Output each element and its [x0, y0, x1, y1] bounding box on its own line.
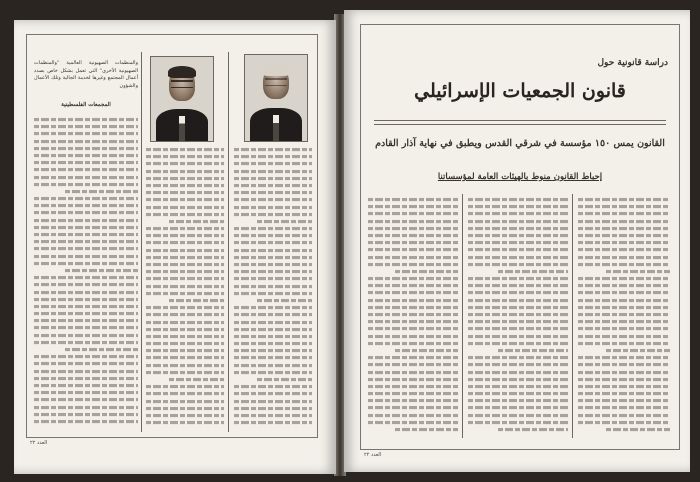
text-line-texture: [498, 270, 568, 273]
text-line-texture: [578, 198, 670, 201]
text-line-texture: [468, 212, 568, 215]
text-line-texture: [368, 335, 458, 338]
text-line-texture: [578, 406, 670, 409]
text-line-texture: [34, 391, 138, 394]
text-line-texture: [146, 170, 224, 173]
text-line-texture: [606, 349, 670, 352]
left-page-section-heading: المجمعات الفلسطينية: [61, 102, 111, 108]
text-line-texture: [146, 270, 224, 273]
text-line-texture: [146, 392, 224, 395]
text-line-texture: [578, 392, 670, 395]
text-line-texture: [146, 313, 224, 316]
text-line-texture: [578, 370, 670, 373]
text-line-texture: [146, 342, 224, 345]
text-line-texture: [34, 355, 138, 358]
text-line-texture: [468, 392, 568, 395]
text-line-texture: [146, 414, 224, 417]
column-rule: [572, 194, 573, 438]
text-line-texture: [34, 334, 138, 337]
text-line-texture: [578, 320, 670, 323]
text-line-texture: [146, 407, 224, 410]
text-line-texture: [234, 162, 312, 165]
text-line-texture: [468, 414, 568, 417]
left-page-text-column: [34, 116, 138, 432]
text-line-texture: [234, 400, 312, 403]
text-line-texture: [34, 283, 138, 286]
text-line-texture: [368, 227, 458, 230]
text-line-texture: [146, 234, 224, 237]
text-line-texture: [606, 270, 670, 273]
text-line-texture: [368, 248, 458, 251]
text-line-texture: [34, 197, 138, 200]
text-line-texture: [578, 399, 670, 402]
text-line-texture: [468, 356, 568, 359]
text-line-texture: [468, 421, 568, 424]
text-line-texture: [368, 356, 458, 359]
text-line-texture: [34, 140, 138, 143]
text-line-texture: [368, 378, 458, 381]
text-line-texture: [257, 378, 312, 381]
text-line-texture: [34, 398, 138, 401]
text-line-texture: [578, 291, 670, 294]
text-line-texture: [468, 227, 568, 230]
text-line-texture: [234, 227, 312, 230]
text-line-texture: [578, 284, 670, 287]
text-line-texture: [468, 385, 568, 388]
column-rule: [141, 52, 142, 432]
text-line-texture: [146, 205, 224, 208]
text-line-texture: [468, 284, 568, 287]
right-page-text-column: [368, 196, 458, 438]
text-line-texture: [468, 255, 568, 258]
text-line-texture: [34, 204, 138, 207]
text-line-texture: [368, 220, 458, 223]
text-line-texture: [146, 371, 224, 374]
text-line-texture: [257, 220, 312, 223]
text-line-texture: [34, 305, 138, 308]
text-line-texture: [146, 400, 224, 403]
text-line-texture: [146, 198, 224, 201]
text-line-texture: [234, 342, 312, 345]
text-line-texture: [234, 234, 312, 237]
article-title: قانون الجمعيات الإسرائيلي: [414, 80, 626, 102]
text-line-texture: [34, 276, 138, 279]
text-line-texture: [368, 327, 458, 330]
article-subtitle: القانون يمس ١٥٠ مؤسسة في شرقي القدس ويطبق في نهاية آذار القادم: [375, 138, 665, 149]
text-line-texture: [34, 118, 138, 121]
text-line-texture: [578, 414, 670, 417]
text-line-texture: [234, 421, 312, 424]
article-kicker: دراسة قانونية حول: [597, 58, 668, 68]
right-page-text-column: [578, 196, 670, 438]
text-line-texture: [234, 392, 312, 395]
text-line-texture: [468, 320, 568, 323]
text-line-texture: [146, 320, 224, 323]
text-line-texture: [146, 292, 224, 295]
text-line-texture: [578, 212, 670, 215]
text-line-texture: [146, 227, 224, 230]
portrait-photo-left: [150, 56, 214, 142]
text-line-texture: [234, 155, 312, 158]
text-line-texture: [368, 306, 458, 309]
text-line-texture: [234, 277, 312, 280]
text-line-texture: [34, 262, 138, 265]
title-divider: [374, 120, 666, 125]
text-line-texture: [234, 414, 312, 417]
text-line-texture: [368, 241, 458, 244]
text-line-texture: [368, 205, 458, 208]
text-line-texture: [234, 306, 312, 309]
text-line-texture: [65, 190, 138, 193]
text-line-texture: [368, 313, 458, 316]
text-line-texture: [234, 385, 312, 388]
text-line-texture: [34, 377, 138, 380]
text-line-texture: [34, 233, 138, 236]
text-line-texture: [34, 326, 138, 329]
text-line-texture: [34, 341, 138, 344]
text-line-texture: [395, 349, 458, 352]
text-line-texture: [34, 211, 138, 214]
text-line-texture: [368, 234, 458, 237]
text-line-texture: [34, 226, 138, 229]
text-line-texture: [146, 213, 224, 216]
text-line-texture: [368, 342, 458, 345]
text-line-texture: [468, 299, 568, 302]
right-page-text-column: [468, 196, 568, 438]
text-line-texture: [34, 413, 138, 416]
text-line-texture: [234, 313, 312, 316]
text-line-texture: [468, 205, 568, 208]
text-line-texture: [34, 175, 138, 178]
text-line-texture: [34, 290, 138, 293]
text-line-texture: [578, 306, 670, 309]
text-line-texture: [234, 177, 312, 180]
text-line-texture: [146, 364, 224, 367]
text-line-texture: [169, 299, 224, 302]
text-line-texture: [34, 405, 138, 408]
text-line-texture: [234, 148, 312, 151]
text-line-texture: [468, 406, 568, 409]
text-line-texture: [578, 263, 670, 266]
text-line-texture: [368, 399, 458, 402]
portrait-photo-right: [244, 54, 308, 142]
text-line-texture: [34, 255, 138, 258]
text-line-texture: [578, 313, 670, 316]
text-line-texture: [146, 162, 224, 165]
text-line-texture: [395, 270, 458, 273]
text-line-texture: [146, 421, 224, 424]
text-line-texture: [468, 399, 568, 402]
text-line-texture: [368, 212, 458, 215]
text-line-texture: [234, 349, 312, 352]
text-line-texture: [34, 147, 138, 150]
text-line-texture: [34, 240, 138, 243]
text-line-texture: [234, 407, 312, 410]
text-line-texture: [468, 335, 568, 338]
text-line-texture: [368, 291, 458, 294]
text-line-texture: [169, 378, 224, 381]
article-byline: إحباط القانون منوط بالهيئات العامة لمؤسساتنا: [437, 172, 603, 182]
text-line-texture: [34, 132, 138, 135]
text-line-texture: [146, 263, 224, 266]
left-page-text-column: [146, 146, 224, 432]
text-line-texture: [578, 299, 670, 302]
text-line-texture: [146, 277, 224, 280]
left-page-number: العدد ٢٢: [30, 440, 48, 446]
text-line-texture: [234, 335, 312, 338]
text-line-texture: [34, 154, 138, 157]
text-line-texture: [146, 148, 224, 151]
text-line-texture: [578, 421, 670, 424]
text-line-texture: [234, 371, 312, 374]
text-line-texture: [578, 227, 670, 230]
text-line-texture: [578, 342, 670, 345]
text-line-texture: [368, 421, 458, 424]
text-line-texture: [578, 363, 670, 366]
text-line-texture: [146, 349, 224, 352]
text-line-texture: [368, 414, 458, 417]
text-line-texture: [234, 198, 312, 201]
text-line-texture: [368, 320, 458, 323]
text-line-texture: [395, 428, 458, 431]
text-line-texture: [34, 319, 138, 322]
column-rule: [228, 52, 229, 432]
text-line-texture: [368, 263, 458, 266]
text-line-texture: [146, 155, 224, 158]
text-line-texture: [468, 370, 568, 373]
text-line-texture: [368, 299, 458, 302]
text-line-texture: [468, 327, 568, 330]
text-line-texture: [146, 306, 224, 309]
text-line-texture: [34, 362, 138, 365]
text-line-texture: [234, 263, 312, 266]
text-line-texture: [146, 385, 224, 388]
text-line-texture: [34, 370, 138, 373]
text-line-texture: [606, 428, 670, 431]
text-line-texture: [146, 177, 224, 180]
text-line-texture: [234, 184, 312, 187]
text-line-texture: [468, 220, 568, 223]
text-line-texture: [146, 285, 224, 288]
text-line-texture: [578, 241, 670, 244]
text-line-texture: [234, 170, 312, 173]
text-line-texture: [146, 256, 224, 259]
text-line-texture: [146, 328, 224, 331]
text-line-texture: [34, 125, 138, 128]
text-line-texture: [578, 234, 670, 237]
text-line-texture: [468, 234, 568, 237]
text-line-texture: [234, 191, 312, 194]
text-line-texture: [368, 406, 458, 409]
text-line-texture: [468, 342, 568, 345]
text-line-texture: [34, 219, 138, 222]
text-line-texture: [468, 306, 568, 309]
text-line-texture: [234, 249, 312, 252]
text-line-texture: [368, 284, 458, 287]
text-line-texture: [146, 191, 224, 194]
text-line-texture: [498, 428, 568, 431]
text-line-texture: [257, 299, 312, 302]
text-line-texture: [146, 356, 224, 359]
text-line-texture: [468, 291, 568, 294]
left-page-text-column: [234, 146, 312, 432]
text-line-texture: [34, 298, 138, 301]
text-line-texture: [468, 248, 568, 251]
text-line-texture: [578, 385, 670, 388]
right-page-number: العدد ٢٢: [364, 452, 382, 458]
text-line-texture: [578, 255, 670, 258]
text-line-texture: [368, 255, 458, 258]
text-line-texture: [65, 348, 138, 351]
text-line-texture: [498, 349, 568, 352]
text-line-texture: [34, 384, 138, 387]
text-line-texture: [234, 213, 312, 216]
text-line-texture: [234, 356, 312, 359]
text-line-texture: [468, 313, 568, 316]
text-line-texture: [169, 220, 224, 223]
left-page-heading-box: والمنظمات الصهيونية العالمية "والمنظمات الصهيونية الأخرى" التي تعمل بشكل خاص بصدد أعمال المجتمع وغيرها لخدمة الجالية وتلك الأعمال والشؤون: [34, 60, 138, 89]
text-line-texture: [578, 335, 670, 338]
text-line-texture: [34, 247, 138, 250]
text-line-texture: [368, 370, 458, 373]
text-line-texture: [578, 277, 670, 280]
column-rule: [462, 194, 463, 438]
text-line-texture: [234, 328, 312, 331]
text-line-texture: [234, 241, 312, 244]
text-line-texture: [65, 269, 138, 272]
text-line-texture: [34, 183, 138, 186]
text-line-texture: [234, 364, 312, 367]
text-line-texture: [34, 312, 138, 315]
text-line-texture: [146, 335, 224, 338]
text-line-texture: [368, 277, 458, 280]
text-line-texture: [368, 363, 458, 366]
text-line-texture: [368, 385, 458, 388]
text-line-texture: [578, 378, 670, 381]
text-line-texture: [368, 198, 458, 201]
text-line-texture: [468, 198, 568, 201]
text-line-texture: [34, 420, 138, 423]
text-line-texture: [368, 392, 458, 395]
text-line-texture: [34, 168, 138, 171]
text-line-texture: [234, 320, 312, 323]
text-line-texture: [578, 205, 670, 208]
text-line-texture: [234, 292, 312, 295]
text-line-texture: [468, 263, 568, 266]
text-line-texture: [578, 327, 670, 330]
text-line-texture: [146, 249, 224, 252]
text-line-texture: [234, 256, 312, 259]
text-line-texture: [468, 277, 568, 280]
text-line-texture: [468, 241, 568, 244]
text-line-texture: [578, 356, 670, 359]
text-line-texture: [234, 205, 312, 208]
text-line-texture: [578, 220, 670, 223]
text-line-texture: [34, 161, 138, 164]
text-line-texture: [234, 285, 312, 288]
text-line-texture: [468, 378, 568, 381]
text-line-texture: [146, 184, 224, 187]
text-line-texture: [468, 363, 568, 366]
text-line-texture: [578, 248, 670, 251]
text-line-texture: [146, 241, 224, 244]
text-line-texture: [234, 270, 312, 273]
